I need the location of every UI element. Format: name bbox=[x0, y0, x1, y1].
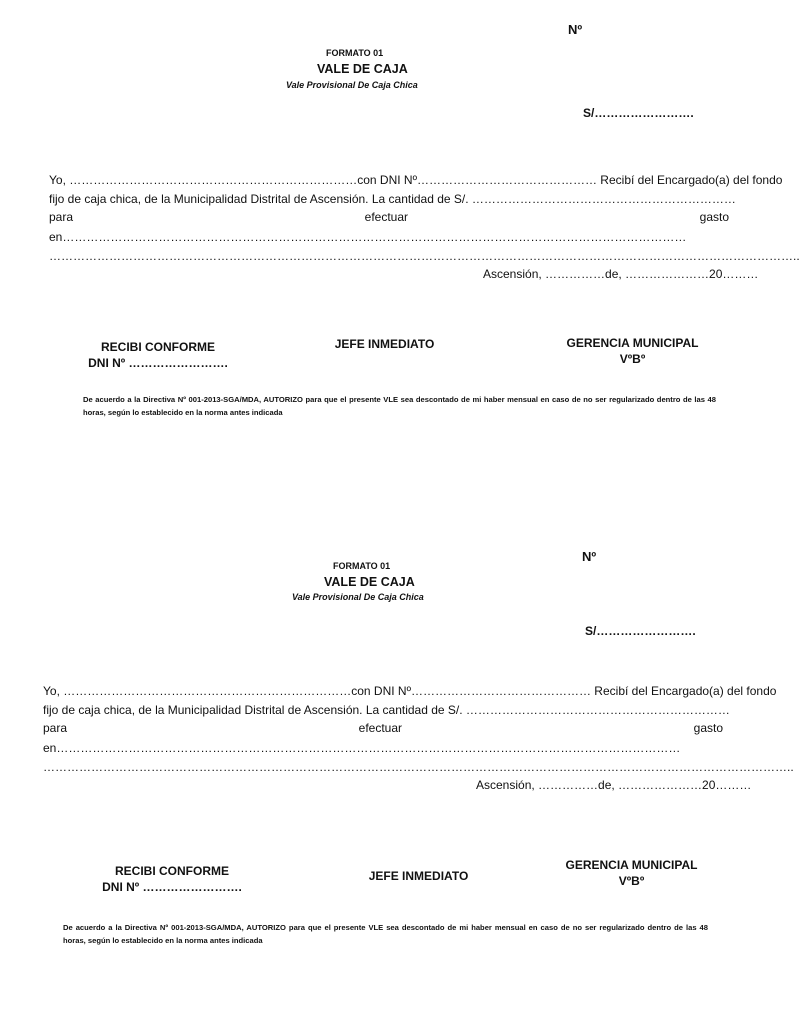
dni-field: DNI Nº ……………………. bbox=[88, 356, 228, 370]
voucher-number-label: Nº bbox=[582, 549, 597, 564]
date-line: Ascensión, ……………de, …………………20……… bbox=[483, 267, 759, 281]
signature-recibi-conforme bbox=[88, 339, 228, 371]
voucher-title: VALE DE CAJA bbox=[317, 62, 408, 76]
authorization-note: De acuerdo a la Directiva Nº 001-2013-SGA/MDA, AUTORIZO para que el presente VLE sea descontado de mi haber mensual en caso de no ser regularizado dentro de las 48 horas, según lo establecido en la norma antes indicada bbox=[83, 395, 716, 417]
voucher-subtitle: Vale Provisional De Caja Chica bbox=[292, 592, 424, 602]
jefe-inmediato-label: JEFE INMEDIATO bbox=[334, 337, 435, 351]
word-efectuar: efectuar bbox=[364, 210, 409, 224]
vobo-label: VºBº bbox=[618, 874, 645, 888]
signature-recibi-conforme bbox=[102, 863, 242, 895]
word-gasto: gasto bbox=[693, 721, 723, 735]
word-para: para bbox=[43, 721, 68, 735]
signature-gerencia bbox=[560, 335, 705, 367]
voucher-subtitle: Vale Provisional De Caja Chica bbox=[286, 80, 418, 90]
word-para: para bbox=[49, 210, 74, 224]
amount-field: S/……………………. bbox=[585, 624, 696, 638]
signature-jefe-inmediato bbox=[322, 336, 447, 352]
body-line-1: Yo, ………………………………………………………………con DNI Nº……………………………………… Recibí del Encargado(a) del fondo bbox=[43, 684, 777, 698]
dni-field: DNI Nº ……………………. bbox=[102, 880, 242, 894]
date-line: Ascensión, ……………de, …………………20……… bbox=[476, 778, 752, 792]
word-efectuar: efectuar bbox=[358, 721, 403, 735]
body-line-2: fijo de caja chica, de la Municipalidad Distrital de Ascensión. La cantidad de S/. ………………………………………………………… bbox=[43, 703, 730, 717]
signature-jefe-inmediato bbox=[356, 868, 481, 884]
recibi-conforme-label: RECIBI CONFORME bbox=[101, 340, 215, 354]
body-line-4: en………………………………………………………………………………………………………………………………………… bbox=[43, 741, 681, 755]
signature-gerencia bbox=[559, 857, 704, 889]
vobo-label: VºBº bbox=[619, 352, 646, 366]
recibi-conforme-label: RECIBI CONFORME bbox=[115, 864, 229, 878]
body-line-3 bbox=[49, 210, 729, 224]
voucher-title: VALE DE CAJA bbox=[324, 575, 415, 589]
gerencia-municipal-label: GERENCIA MUNICIPAL bbox=[566, 336, 699, 350]
authorization-note: De acuerdo a la Directiva Nº 001-2013-SGA/MDA, AUTORIZO para que el presente VLE sea descontado de mi haber mensual en caso de no ser regularizado dentro de las 48 horas, según lo establecido en la norma antes indicada bbox=[63, 923, 708, 945]
body-line-4: en………………………………………………………………………………………………………………………………………… bbox=[49, 230, 687, 244]
format-label: FORMATO 01 bbox=[326, 48, 384, 58]
body-line-5: …………………………………………………………………………………………………………………………………………………………………….. bbox=[43, 760, 794, 774]
word-gasto: gasto bbox=[699, 210, 729, 224]
body-line-5: …………………………………………………………………………………………………………………………………………………………………….. bbox=[49, 249, 800, 263]
body-line-1: Yo, ………………………………………………………………con DNI Nº……………………………………… Recibí del Encargado(a) del fondo bbox=[49, 173, 783, 187]
format-label: FORMATO 01 bbox=[333, 561, 391, 571]
jefe-inmediato-label: JEFE INMEDIATO bbox=[368, 869, 469, 883]
amount-field: S/……………………. bbox=[583, 106, 694, 120]
voucher-number-label: Nº bbox=[568, 22, 583, 37]
body-line-2: fijo de caja chica, de la Municipalidad Distrital de Ascensión. La cantidad de S/. ………………………………………………………… bbox=[49, 192, 736, 206]
gerencia-municipal-label: GERENCIA MUNICIPAL bbox=[565, 858, 698, 872]
body-line-3 bbox=[43, 721, 723, 735]
